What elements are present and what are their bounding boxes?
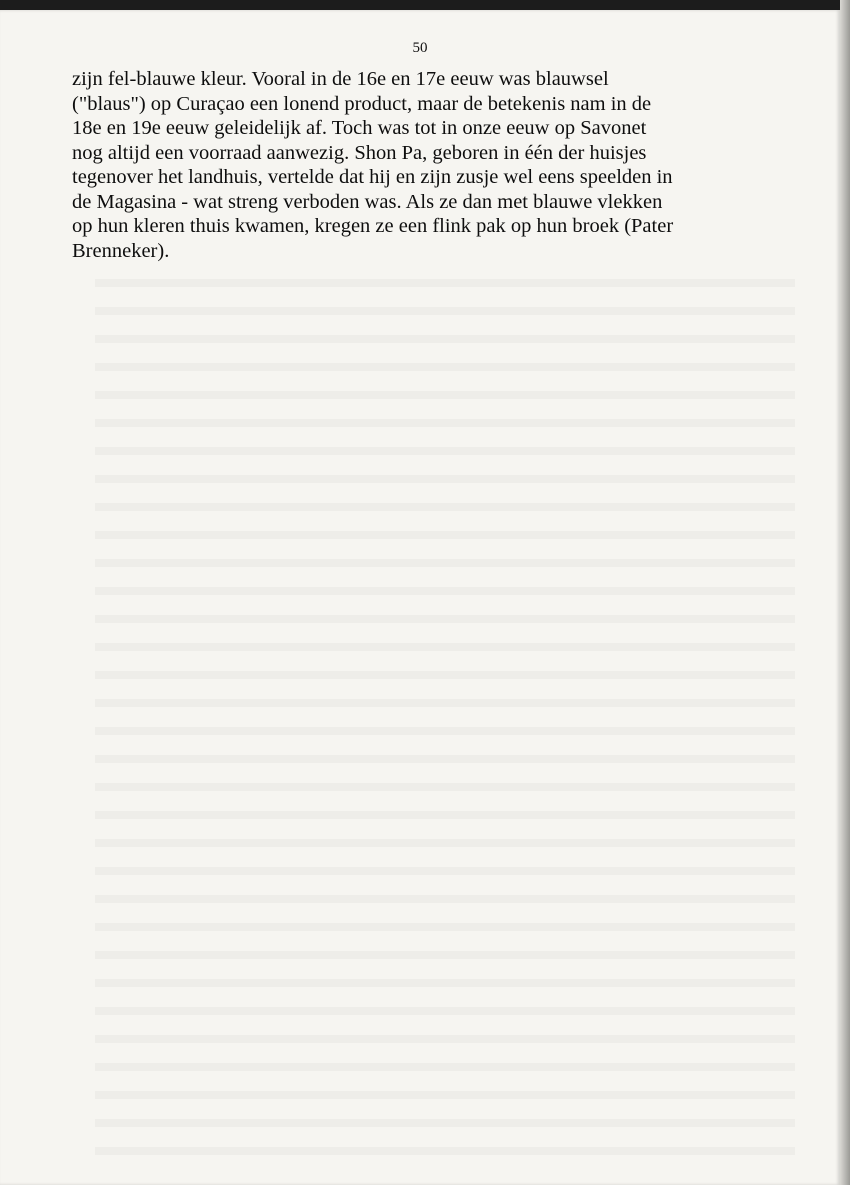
document-page xyxy=(0,10,840,1185)
reverse-side-bleed-through xyxy=(95,265,795,1165)
text-line: nog altijd een voorraad aanwezig. Shon Pa, geboren in één der huisjes xyxy=(72,141,647,164)
text-line: op hun kleren thuis kwamen, kregen ze een flink pak op hun broek (Pater xyxy=(72,215,674,237)
text-line: tegenover het landhuis, vertelde dat hij en zijn zusje wel eens speelden in xyxy=(72,166,673,188)
page-edge xyxy=(840,0,850,1185)
text-line: de Magasina - wat streng verboden was. Als ze dan met blauwe vlekken xyxy=(72,190,663,213)
text-line: zijn fel-blauwe kleur. Vooral in de 16e en 17e eeuw was blauwsel xyxy=(72,68,609,90)
text-line: ("blaus") op Curaçao een lonend product, maar de betekenis nam in de xyxy=(72,92,652,115)
page-number: 50 xyxy=(412,40,428,56)
text-line: 18e en 19e eeuw geleidelijk af. Toch was tot in onze eeuw op Savonet xyxy=(72,117,647,139)
text-line: Brenneker). xyxy=(72,239,170,262)
body-paragraph xyxy=(72,67,772,263)
